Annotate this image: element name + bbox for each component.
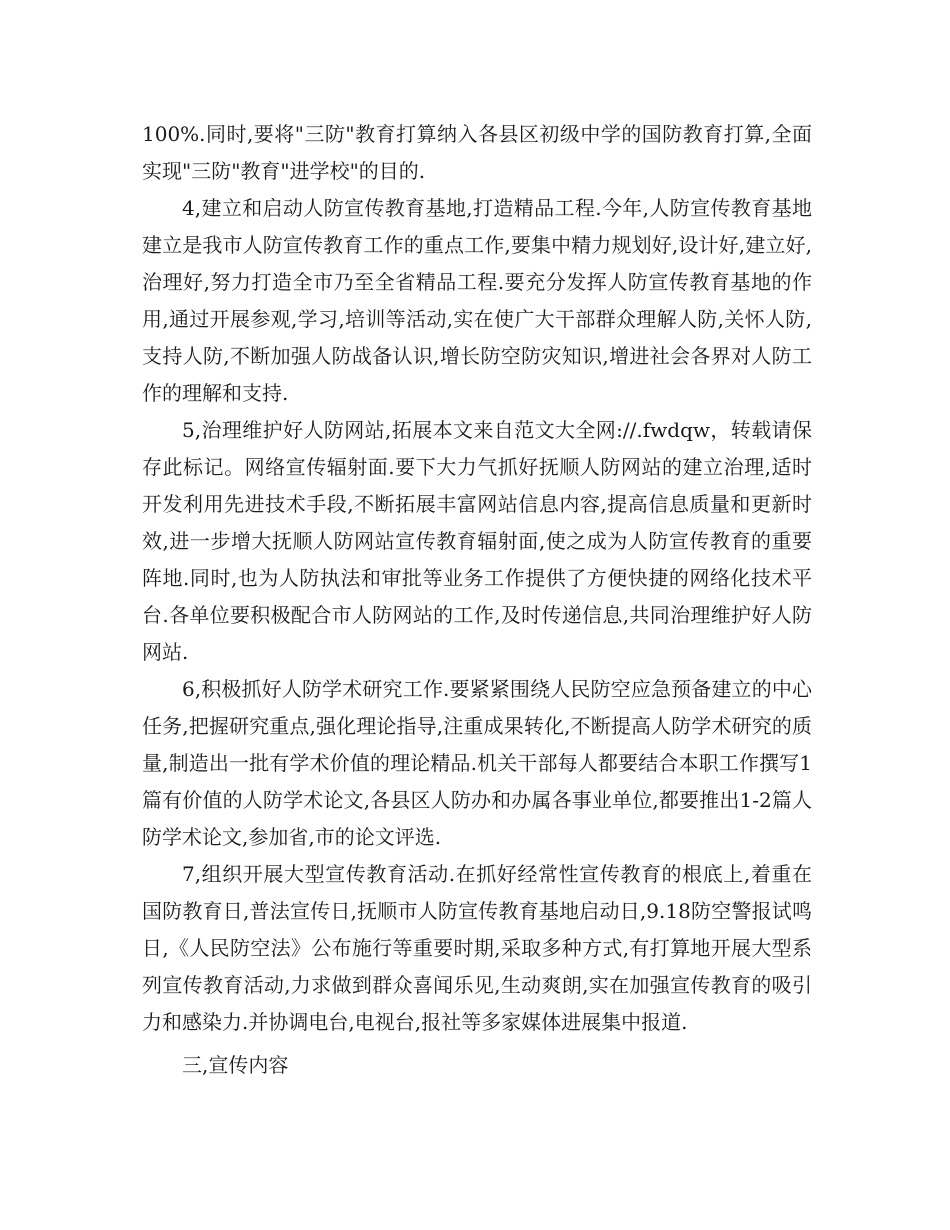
paragraph-item-7: 7,组织开展大型宣传教育活动.在抓好经常性宣传教育的根底上,着重在国防教育日,普法宣传日,抚顺市人防宣传教育基地启动日,9.18防空警报试鸣日,《人民防空法》公布施行等重要时期,采取多种方式,有打算地开展大型系列宣传教育活动,力求做到群众喜闻乐见,生动爽朗,实在加强宣传教育的吸引力和感染力.并协调电台,电视台,报社等多家媒体进展集中报道. <box>142 862 812 1034</box>
paragraph-item-5: 5,治理维护好人防网站,拓展本文来自范文大全网://.fwdqw，转载请保存此标记。网络宣传辐射面.要下大力气抓好抚顺人防网站的建立治理,适时开发利用先进技术手段,不断拓展丰富网站信息内容,提高信息质量和更新时效,进一步增大抚顺人防网站宣传教育辐射面,使之成为人防宣传教育的重要阵地.同时,也为人防执法和审批等业务工作提供了方便快捷的网络化技术平台.各单位要积极配合市人防网站的工作,及时传递信息,共同治理维护好人防网站. <box>142 418 812 664</box>
paragraph-item-6: 6,积极抓好人防学术研究工作.要紧紧围绕人民防空应急预备建立的中心任务,把握研究重点,强化理论指导,注重成果转化,不断提高人防学术研究的质量,制造出一批有学术价值的理论精品.机关干部每人都要结合本职工作撰写1篇有价值的人防学术论文,各县区人防办和办属各事业单位,都要推出1-2篇人防学术论文,参加省,市的论文评选. <box>142 677 812 849</box>
document-body <box>142 116 812 1084</box>
paragraph-item-4: 4,建立和启动人防宣传教育基地,打造精品工程.今年,人防宣传教育基地建立是我市人防宣传教育工作的重点工作,要集中精力规划好,设计好,建立好,治理好,努力打造全市乃至全省精品工程.要充分发挥人防宣传教育基地的作用,通过开展参观,学习,培训等活动,实在使广大干部群众理解人防,关怀人防,支持人防,不断加强人防战备认识,增长防空防灾知识,增进社会各界对人防工作的理解和支持. <box>142 196 812 405</box>
paragraph-continuation: 100%.同时,要将"三防"教育打算纳入各县区初级中学的国防教育打算,全面实现"三防"教育"进学校"的目的. <box>142 122 812 183</box>
section-heading: 三,宣传内容 <box>182 1053 289 1077</box>
